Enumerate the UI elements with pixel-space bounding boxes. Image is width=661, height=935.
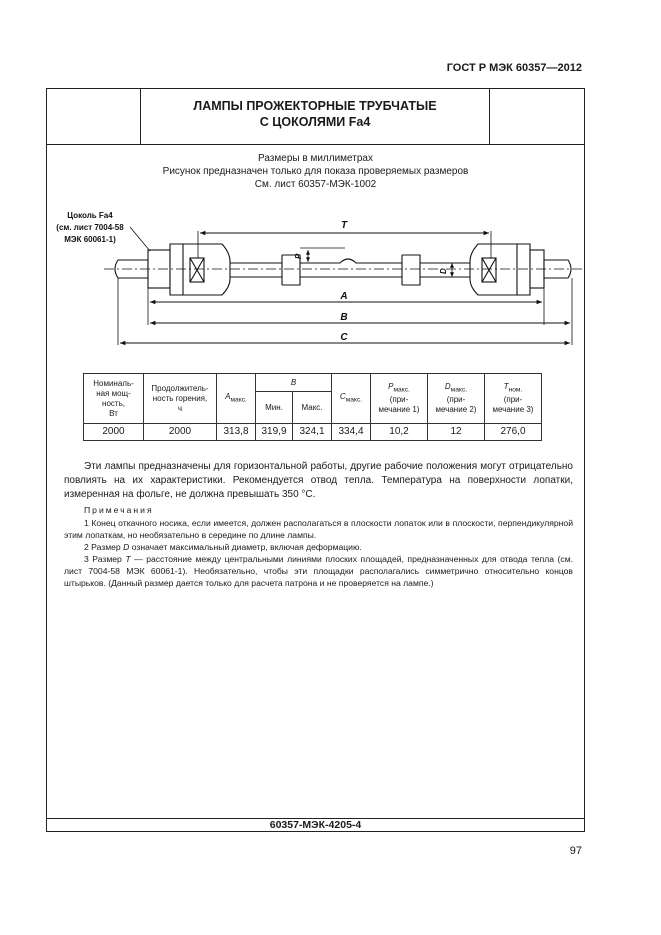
right-cap-body <box>470 244 530 295</box>
col-life-header: Продолжитель- ность горения, ч <box>144 374 217 424</box>
cell-t-nom: 276,0 <box>485 424 542 441</box>
title-line-2: С ЦОКОЛЯМИ Fa4 <box>259 115 371 129</box>
dim-label-T: T <box>340 220 348 231</box>
standard-number: ГОСТ Р МЭК 60357—2012 <box>446 62 582 74</box>
dim-label-P: P <box>294 253 303 259</box>
notes-heading: Примечания <box>84 505 154 515</box>
note-2: 2 Размер D означает максимальный диаметр, включая деформацию. <box>84 542 362 552</box>
col-t-header: $T_{ном.}$ (при- мечание 3) <box>485 374 542 424</box>
col-b-min-header: Мин. <box>256 392 293 424</box>
header-divider <box>46 144 585 145</box>
cap-label-line-1: Цоколь Fa4 <box>67 211 113 220</box>
cell-b-max: 324,1 <box>293 424 332 441</box>
cell-life: 2000 <box>144 424 217 441</box>
col-p-header: $P_{макс.}$ (при- мечание 1) <box>371 374 428 424</box>
purpose-note: Рисунок предназначен только для показа проверяемых размеров <box>162 166 469 177</box>
col-power-header: Номиналь- ная мощ- ность, Вт <box>84 374 144 424</box>
col-a-header: $A_{макс.}$ <box>217 374 256 424</box>
lamp-drawing <box>0 195 661 360</box>
units-note: Размеры в миллиметрах <box>258 153 373 164</box>
sheet-number: 60357-МЭК-4205-4 <box>269 819 362 831</box>
cell-c-max: 334,4 <box>332 424 371 441</box>
body-paragraph: Эти лампы предназначены для горизонтальной работы, другие рабочие положения могут отрицательно повлиять на их характеристики. Рекомендуется отвод тепла. Температура на поверхности лопатки, измеренная на фольге, не должна превышать 350 °С. <box>64 461 573 500</box>
cell-power: 2000 <box>84 424 144 441</box>
header-right-divider <box>489 88 490 144</box>
sheet-title <box>141 98 489 130</box>
cell-b-min: 319,9 <box>256 424 293 441</box>
col-c-header: $C_{макс.}$ <box>332 374 371 424</box>
dim-label-B: B <box>340 312 348 323</box>
note-3: 3 Размер T — расстояние между центральными линиями плоских площадей, предназначенных для отвода тепла (см. лист 7004-58 МЭК 60061-1). Необязательно, чтобы эти площадки располагались симметрично относительно концов штырьков. (Данный размер дается только для расчета патрона и не проверяется на лампе.) <box>64 554 574 588</box>
left-cap-body <box>170 244 230 295</box>
page-number: 97 <box>569 845 582 857</box>
col-b-header: B <box>256 374 332 392</box>
col-b-max-header: Макс. <box>293 392 332 424</box>
cell-d-max: 12 <box>428 424 485 441</box>
cell-a-max: 313,8 <box>217 424 256 441</box>
col-d-header: $D_{макс.}$ (при- мечание 2) <box>428 374 485 424</box>
cap-label-line-2: (см. лист 7004-58 <box>56 223 124 232</box>
cell-p-max: 10,2 <box>371 424 428 441</box>
title-line-1: ЛАМПЫ ПРОЖЕКТОРНЫЕ ТРУБЧАТЫЕ <box>193 99 437 113</box>
cap-label-line-3: МЭК 60061-1) <box>64 235 116 244</box>
dim-label-C: C <box>340 332 348 343</box>
spec-table <box>83 373 542 441</box>
table-row <box>84 424 542 441</box>
reference-note: См. лист 60357-МЭК-1002 <box>254 179 377 190</box>
dim-label-D: D <box>439 268 448 274</box>
note-1: 1 Конец откачного носика, если имеется, должен располагаться в плоскости лопаток или в плоскости, перпендикулярной этим лопаткам, но необязательно в середине по длине лампы. <box>64 518 573 540</box>
dim-label-A: A <box>340 291 348 302</box>
